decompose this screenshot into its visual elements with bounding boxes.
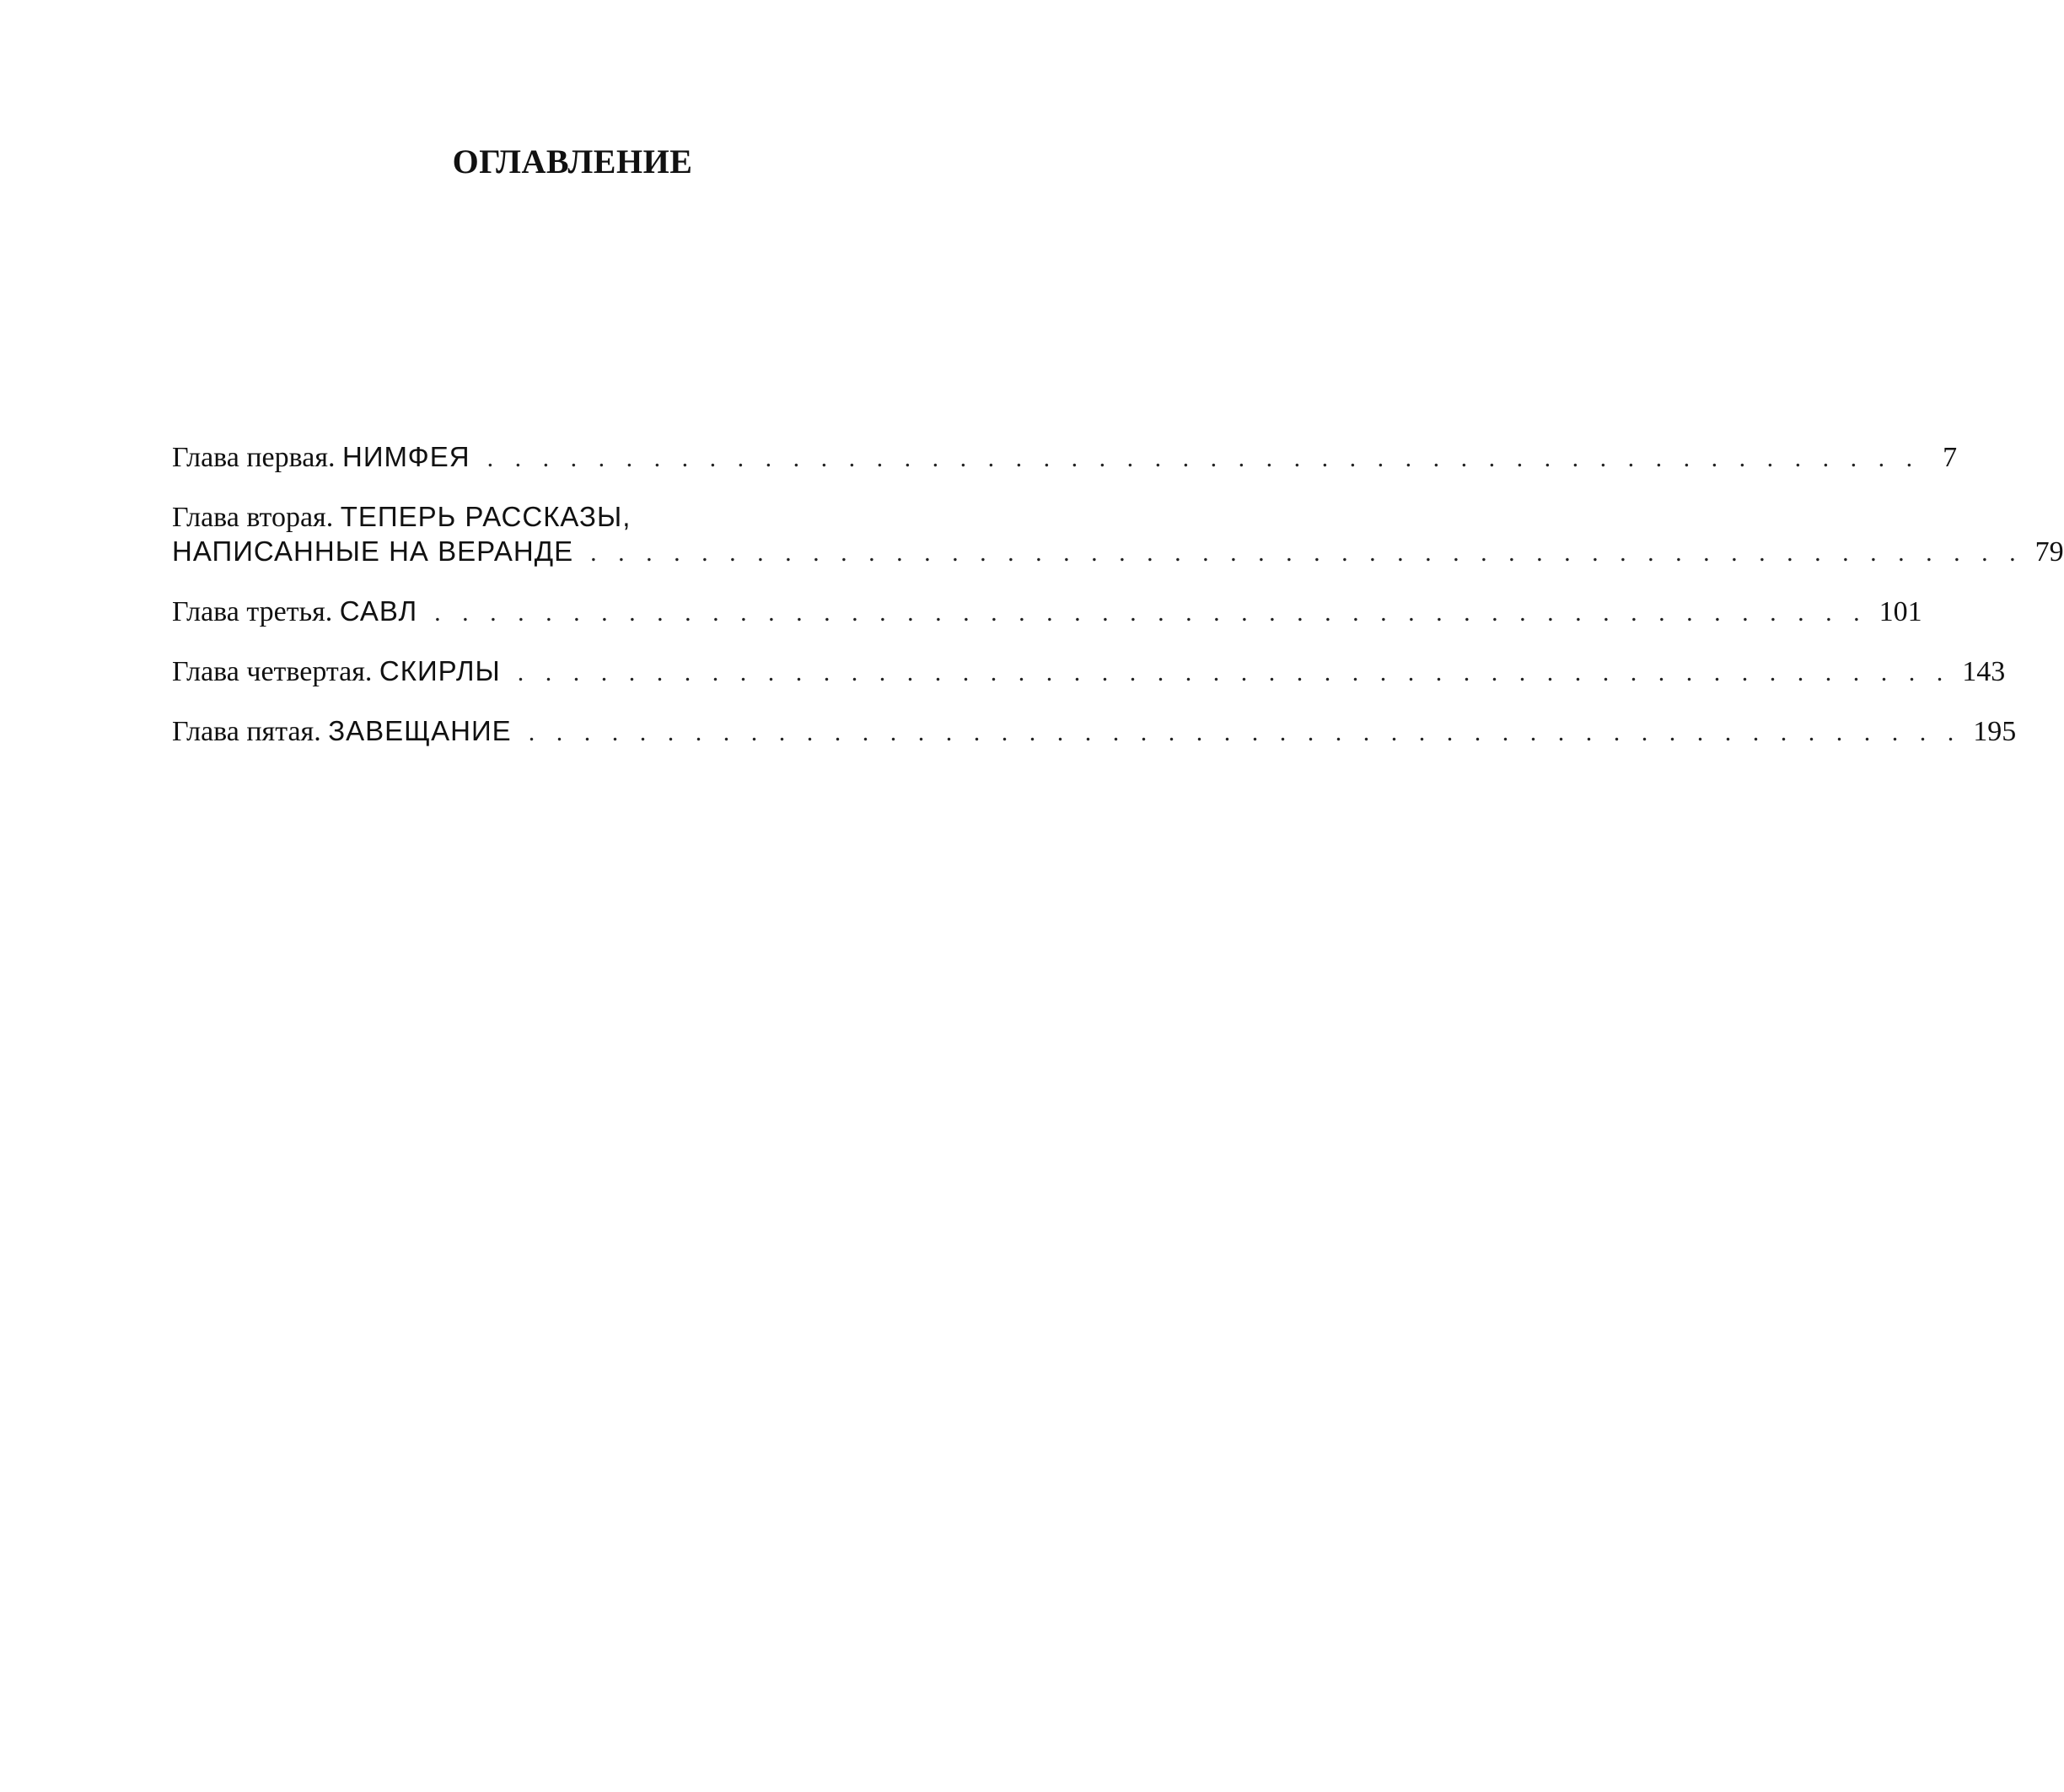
dot-leader: . . . . . . . . . . . . . . . . . . . . . . . . . . . . . . . . . . . . . . . . . . . . . . . . . . . . — [590, 539, 2024, 567]
dot-leader: . . . . . . . . . . . . . . . . . . . . . . . . . . . . . . . . . . . . . . . . . . . . . . . . . . . . — [528, 718, 1962, 746]
table-of-contents — [172, 440, 2064, 774]
chapter-heading: ТЕПЕРЬ РАССКАЗЫ, — [340, 501, 632, 532]
toc-entry-line — [172, 595, 1922, 630]
page-number: 7 — [1943, 442, 1958, 473]
page-number: 79 — [2034, 536, 2064, 568]
dot-leader: . . . . . . . . . . . . . . . . . . . . . . . . . . . . . . . . . . . . . . . . . . . . . . . . . . . . — [434, 599, 1868, 627]
toc-entry — [172, 654, 2006, 690]
toc-entry-line — [172, 714, 2017, 750]
toc-entry-label — [172, 654, 501, 689]
dot-leader: . . . . . . . . . . . . . . . . . . . . . . . . . . . . . . . . . . . . . . . . . . . . . . . . . . . . — [517, 659, 1951, 686]
chapter-heading: НИМФЕЯ — [341, 441, 470, 472]
toc-entry-line — [172, 654, 2006, 690]
toc-entry — [172, 714, 2017, 750]
chapter-heading: СКИРЛЫ — [379, 655, 501, 686]
toc-entry-first-line — [172, 500, 1013, 535]
chapter-prefix: Глава третья. — [172, 596, 333, 627]
dot-leader: . . . . . . . . . . . . . . . . . . . . . . . . . . . . . . . . . . . . . . . . . . . . . . . . . . . . — [486, 444, 1921, 472]
chapter-prefix: Глава первая. — [172, 442, 336, 473]
chapter-heading-continued: НАПИСАННЫЕ НА ВЕРАНДЕ — [172, 535, 574, 567]
chapter-prefix: Глава пятая. — [172, 716, 321, 747]
toc-entry — [172, 440, 1958, 476]
toc-entry — [172, 595, 1922, 630]
toc-entry-label — [172, 440, 470, 475]
toc-entry — [172, 500, 2064, 570]
toc-entry-label — [172, 595, 417, 629]
chapter-heading: САВЛ — [339, 595, 418, 627]
toc-entry-line — [172, 440, 1958, 476]
chapter-prefix: Глава вторая. — [172, 502, 334, 533]
page-number: 143 — [1962, 656, 2006, 687]
chapter-heading: ЗАВЕЩАНИЕ — [328, 715, 512, 746]
toc-entry-label — [172, 714, 512, 749]
page-number: 101 — [1879, 596, 1922, 627]
chapter-prefix: Глава четвертая. — [172, 656, 373, 687]
page-number: 195 — [1973, 716, 2017, 747]
page-title: ОГЛАВЛЕНИЕ — [452, 143, 693, 180]
toc-entry-line — [172, 535, 2064, 570]
